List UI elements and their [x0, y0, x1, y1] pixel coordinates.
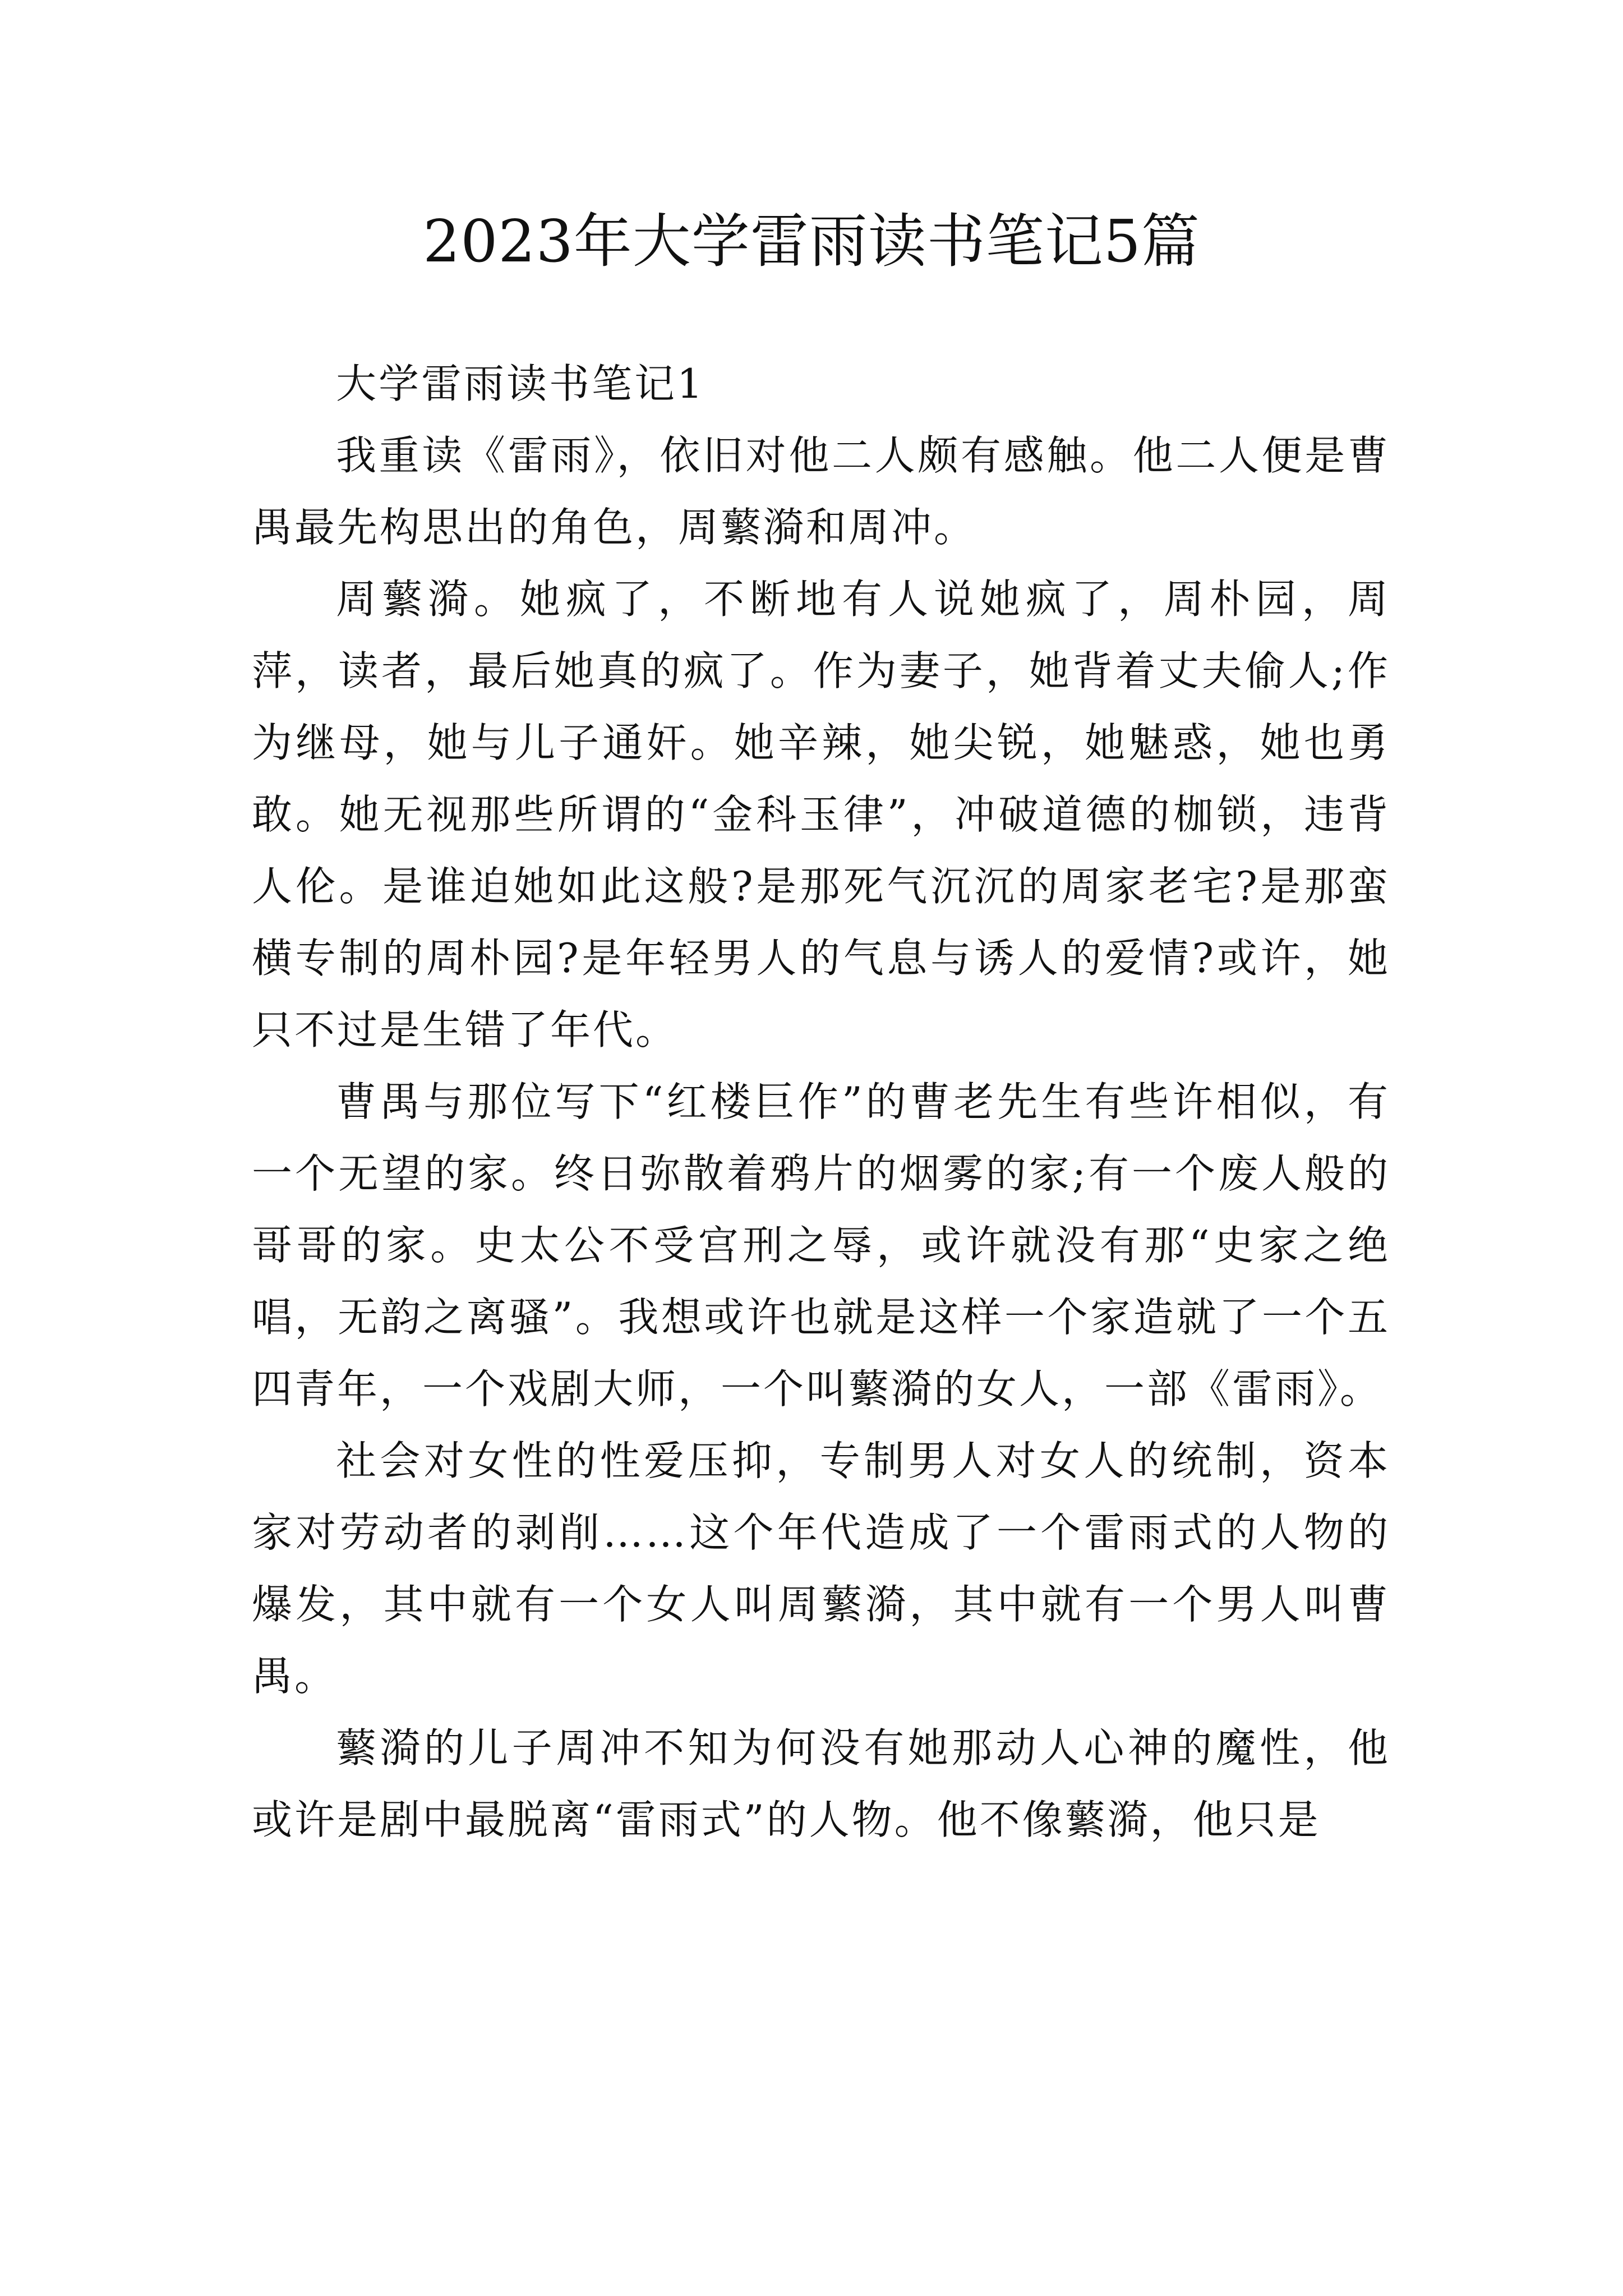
paragraph: 我重读《雷雨》，依旧对他二人颇有感触。他二人便是曹禺最先构思出的角色，周蘩漪和周冲。: [252, 432, 1390, 551]
paragraph: 曹禺与那位写下“红楼巨作”的曹老先生有些许相似，有一个无望的家。终日弥散着鸦片的烟雾的家;有一个废人般的哥哥的家。史太公不受宫刑之辱，或许就没有那“史家之绝唱，无韵之离骚”。我想或许也就是这样一个家造就了一个五四青年，一个戏剧大师，一个叫蘩漪的女人，一部《雷雨》。: [252, 1078, 1390, 1412]
section-heading: 大学雷雨读书笔记1: [336, 360, 705, 407]
paragraph: 社会对女性的性爱压抑，专制男人对女人的统制，资本家对劳动者的剥削……这个年代造成了一个雷雨式的人物的爆发，其中就有一个女人叫周蘩漪，其中就有一个男人叫曹禺。: [252, 1437, 1390, 1700]
document-title: 2023年大学雷雨读书笔记5篇: [423, 207, 1200, 275]
paragraph: 周蘩漪。她疯了，不断地有人说她疯了，周朴园，周萍，读者，最后她真的疯了。作为妻子，她背着丈夫偷人;作为继母，她与儿子通奸。她辛辣，她尖锐，她魅惑，她也勇敢。她无视那些所谓的“金科玉律”，冲破道德的枷锁，违背人伦。是谁迫她如此这般?是那死气沉沉的周家老宅?是那蛮横专制的周朴园?是年轻男人的气息与诱人的爱情?或许，她只不过是生错了年代。: [252, 576, 1390, 1053]
paragraph: 蘩漪的儿子周冲不知为何没有她那动人心神的魔性，他或许是剧中最脱离“雷雨式”的人物。他不像蘩漪，他只是: [252, 1724, 1390, 1843]
document-body: [252, 348, 1390, 1856]
